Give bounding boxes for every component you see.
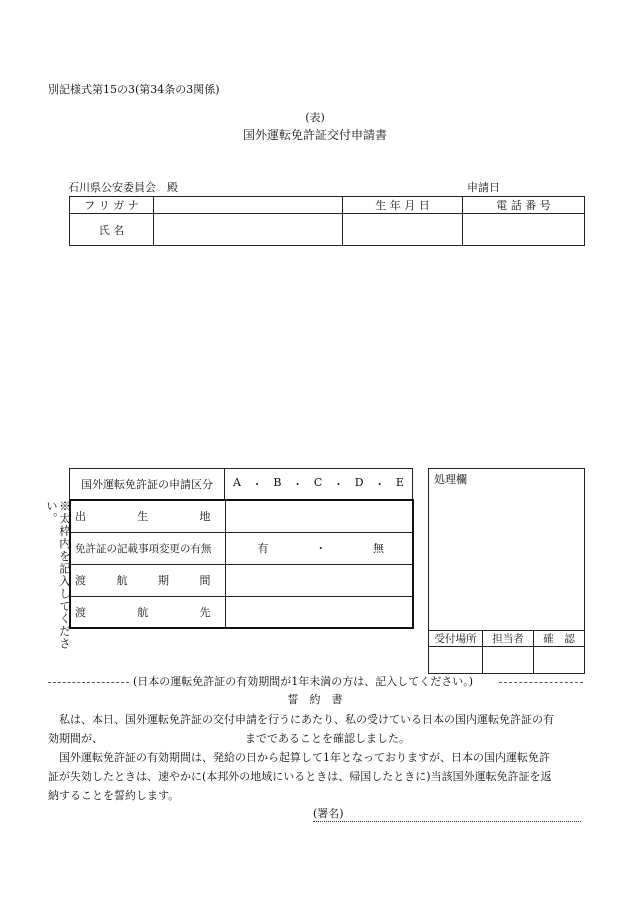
signature-label: (署名) [313, 807, 344, 820]
travel-period-label: 渡 航 期 間 [70, 564, 225, 596]
name-label: 氏 名 [70, 214, 154, 246]
pledge-line: 効期間が、 までであることを確認しました。 [48, 732, 410, 745]
class-option-d[interactable]: D [354, 476, 364, 489]
staff-field[interactable] [483, 647, 534, 674]
furigana-field[interactable] [154, 197, 343, 214]
separator-dashed [48, 682, 129, 683]
pledge-line: 国外運転免許証の有効期間は、発給の日から起算して1年となっておりますが、日本の国内運転免許 [59, 751, 550, 764]
separator-dot: ・ [374, 478, 386, 491]
phone-label: 電 話 番 号 [463, 197, 585, 214]
change-options[interactable] [225, 532, 413, 564]
separator-dashed [499, 682, 583, 683]
bold-frame-table [69, 499, 414, 629]
class-option-e[interactable]: E [395, 476, 404, 489]
application-date-label: 申請日 [467, 181, 500, 194]
destination-label: 渡 航 先 [70, 596, 225, 628]
change-no[interactable]: 無 [373, 542, 384, 555]
class-options[interactable] [225, 469, 413, 500]
signature-line[interactable] [313, 821, 581, 822]
birthplace-label: 出 生 地 [70, 500, 225, 532]
class-option-c[interactable]: C [313, 476, 323, 489]
validity-notice: (日本の運転免許証の有効期間が1年未満の方は、記入してください。) [133, 675, 474, 688]
confirm-field[interactable] [534, 647, 585, 674]
page-title: 国外運転免許証交付申請書 [242, 128, 387, 142]
form-id: 別記様式第15の3(第34条の3関係) [48, 83, 220, 96]
form-side: (表) [305, 111, 325, 124]
application-class-table [69, 468, 413, 500]
separator-dot: ・ [332, 478, 344, 491]
addressee: 石川県公安委員会 殿 [68, 181, 178, 194]
birth-date-field[interactable] [343, 214, 463, 246]
separator-dot: ・ [251, 478, 263, 491]
processing-box [428, 468, 585, 674]
name-field[interactable] [154, 214, 343, 246]
travel-period-field[interactable] [225, 564, 413, 596]
class-option-a[interactable]: A [233, 476, 241, 489]
change-label: 免許証の記載事項変更の有無 [70, 532, 225, 564]
staff-label: 担当者 [483, 631, 534, 647]
pledge-line: 証が失効したときは、速やかに(本邦外の地域にいるときは、帰国したときに)当該国外運転免許証を返 [48, 770, 552, 783]
separator-dot: ・ [292, 478, 304, 491]
confirm-label: 確 認 [534, 631, 585, 647]
separator-dot: ・ [315, 542, 327, 555]
furigana-label: フ リ ガ ナ [70, 197, 154, 214]
vertical-note: ※太枠内を記入してください。 [45, 500, 72, 650]
pledge-line: 私は、本日、国外運転免許証の交付申請を行うにあたり、私の受けている日本の国内運転免許証の有 [59, 713, 554, 726]
reception-place-field[interactable] [429, 647, 483, 674]
pledge-body [48, 710, 588, 805]
reception-place-label: 受付場所 [429, 631, 483, 647]
pledge-title: 誓 約 書 [287, 693, 343, 706]
phone-field[interactable] [463, 214, 585, 246]
change-yes[interactable]: 有 [257, 542, 269, 555]
applicant-table [69, 196, 585, 246]
class-label: 国外運転免許証の申請区分 [70, 469, 225, 500]
processing-title: 処理欄 [429, 469, 585, 631]
pledge-line: 納することを誓約します。 [48, 789, 180, 802]
class-option-b[interactable]: B [273, 476, 282, 489]
birth-date-label: 生 年 月 日 [343, 197, 463, 214]
birthplace-field[interactable] [225, 500, 413, 532]
destination-field[interactable] [225, 596, 413, 628]
